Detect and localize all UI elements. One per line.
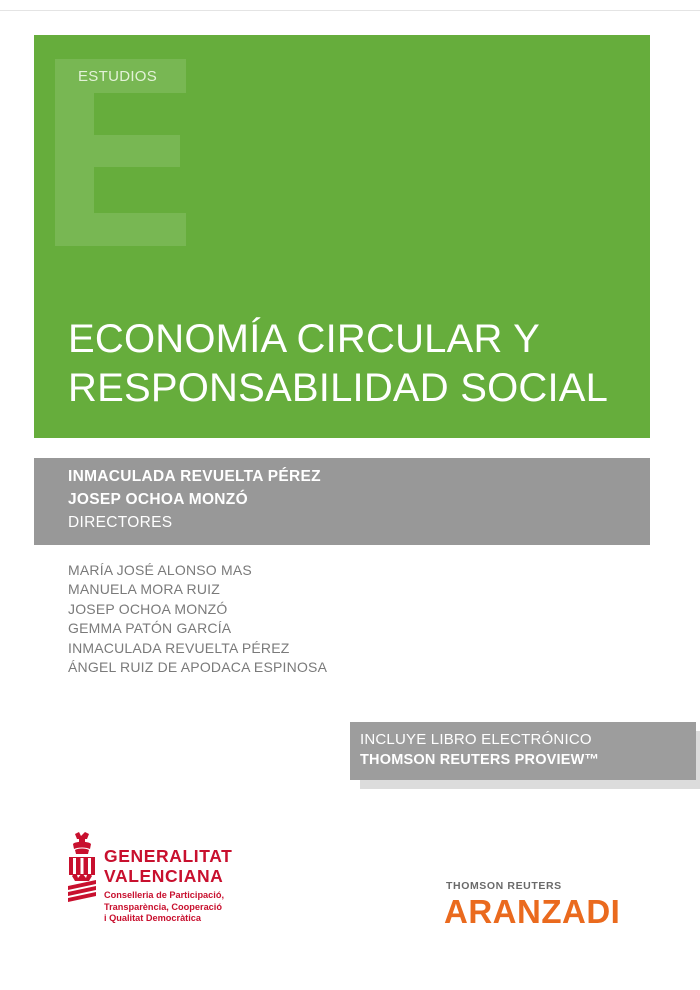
author-name: JOSEP OCHOA MONZÓ — [68, 600, 228, 617]
book-title-line-1: ECONOMÍA CIRCULAR Y — [68, 317, 541, 361]
author-name: MARÍA JOSÉ ALONSO MAS — [68, 562, 252, 578]
ebook-badge — [350, 722, 696, 780]
director-name: JOSEP OCHOA MONZÓ — [68, 491, 248, 508]
director-name: INMACULADA REVUELTA PÉREZ — [68, 468, 321, 485]
generalitat-department-line: Conselleria de Participació, — [104, 890, 224, 900]
cover-title-band — [34, 35, 650, 438]
author-name: ÁNGEL RUIZ DE APODACA ESPINOSA — [68, 659, 328, 676]
authors-list — [68, 561, 327, 677]
book-title-line-2: RESPONSABILIDAD SOCIAL — [68, 366, 609, 410]
generalitat-valenciana-logo — [66, 832, 266, 932]
top-rule — [0, 10, 700, 11]
ebook-badge-line-1: INCLUYE LIBRO ELECTRÓNICO — [360, 731, 592, 748]
ebook-badge-line-2: THOMSON REUTERS PROVIEW™ — [360, 752, 600, 768]
author-name: INMACULADA REVUELTA PÉREZ — [68, 639, 290, 656]
generalitat-emblem-icon — [66, 832, 98, 904]
aranzadi-logo: ARANZADI — [444, 893, 621, 930]
directors-band — [34, 458, 650, 545]
generalitat-department-line: i Qualitat Democràtica — [104, 913, 202, 923]
generalitat-name-line-1: GENERALITAT — [104, 846, 233, 866]
generalitat-department-line: Transparència, Cooperació — [104, 901, 222, 912]
generalitat-name-line-2: VALENCIANA — [104, 866, 224, 886]
series-label: ESTUDIOS — [78, 68, 158, 85]
series-letter-e-graphic — [55, 59, 186, 246]
generalitat-department — [104, 890, 224, 925]
directors-role-label: DIRECTORES — [68, 514, 173, 531]
author-name: MANUELA MORA RUIZ — [68, 581, 220, 598]
thomson-reuters-label: THOMSON REUTERS — [446, 880, 562, 892]
author-name: GEMMA PATÓN GARCÍA — [68, 620, 232, 637]
book-title — [68, 315, 638, 413]
